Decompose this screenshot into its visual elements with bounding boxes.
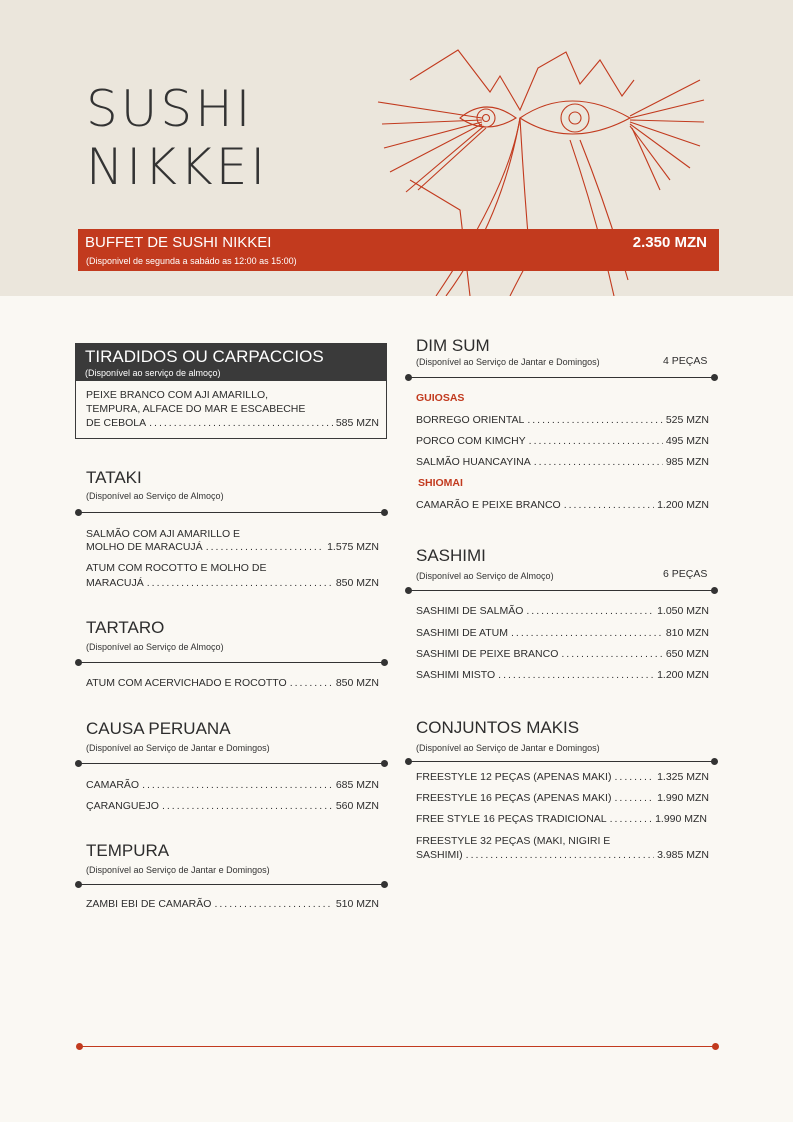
item-name: PORCO COM KIMCHY [416,435,526,447]
dot-leader [527,414,662,426]
section-note: (Disponível ao Serviço de Jantar e Domingos) [416,357,600,367]
item-description-line: TEMPURA, ALFACE DO MAR E ESCABECHE [86,403,306,415]
section-title-dim-sum: DIM SUM [416,336,490,355]
item-price: 1.990 MZN [657,792,709,804]
menu-item [416,627,709,639]
dot-leader [162,800,333,812]
section-title-tataki: TATAKI [86,468,142,487]
item-name: SASHIMI DE ATUM [416,627,508,639]
menu-item [86,541,379,553]
menu-item [86,677,379,689]
item-name: BORREGO ORIENTAL [416,414,525,426]
section-divider [405,587,718,595]
section-note: (Disponível ao Serviço de Jantar e Domingos) [86,865,270,875]
item-name: SASHIMI) [416,849,463,861]
footer-divider [76,1043,719,1051]
item-price: 685 MZN [335,779,379,791]
dot-leader [564,499,654,511]
section-divider [75,760,388,768]
pieces-count: 6 PEÇAS [663,568,708,580]
dot-leader [610,813,652,825]
section-divider [405,374,718,382]
item-price: 850 MZN [335,677,379,689]
subgroup-label-shiomai: SHIOMAI [418,477,463,489]
section-divider [75,509,388,517]
menu-item [416,414,709,426]
menu-item [416,792,709,804]
menu-item [416,813,707,825]
section-divider [75,881,388,889]
buffet-title: BUFFET DE SUSHI NIKKEI [85,234,272,251]
dot-leader [526,605,654,617]
section-title-causa-peruana: CAUSA PERUANA [86,719,231,738]
dot-leader [142,779,333,791]
menu-item [416,605,709,617]
item-description-line: SALMÃO COM AJI AMARILLO E [86,528,241,540]
item-price: 810 MZN [665,627,709,639]
menu-item [86,898,379,910]
item-description-line: FREESTYLE 32 PEÇAS (MAKI, NIGIRI E [416,835,611,847]
dot-leader [614,771,654,783]
section-title-tartaro: TARTARO [86,618,165,637]
item-price: 3.985 MZN [657,849,709,861]
item-name: CAMARÃO [86,779,140,791]
item-price: 1.200 MZN [657,499,709,511]
tiradidos-header [76,344,386,381]
item-name: SASHIMI MISTO [416,669,496,681]
dot-leader [149,417,333,429]
item-price: 495 MZN [665,435,709,447]
item-description-line: ATUM COM ROCOTTO E MOLHO DE [86,562,267,574]
item-price: 1.200 MZN [657,669,709,681]
section-note: (Disponível ao Serviço de Jantar e Domingos) [86,743,270,753]
menu-item [86,800,379,812]
section-title-conjuntos-makis: CONJUNTOS MAKIS [416,718,580,737]
dot-leader [529,435,663,447]
item-price: 985 MZN [665,456,709,468]
section-divider [75,659,388,667]
section-note: (Disponível ao serviço de almoço) [85,368,221,378]
section-note: (Disponível ao Serviço de Jantar e Domingos) [416,743,600,753]
restaurant-title-line1: SUSHI [86,80,254,138]
item-price: 1.050 MZN [657,605,709,617]
item-name: FREE STYLE 16 PEÇAS TRADICIONAL [416,813,607,825]
pieces-count: 4 PEÇAS [663,355,708,367]
section-note: (Disponível ao Serviço de Almoço) [416,571,554,581]
menu-item [416,499,709,511]
dot-leader [290,677,333,689]
dot-leader [147,577,333,589]
buffet-banner [78,229,719,271]
section-title-sashimi: SASHIMI [416,546,486,565]
item-name: CAMARÃO E PEIXE BRANCO [416,499,561,511]
menu-item [86,779,379,791]
menu-item [86,417,379,429]
menu-item [416,771,709,783]
item-name: MOLHO DE MARACUJÁ [86,541,203,553]
dot-leader [466,849,654,861]
dot-leader [214,898,332,910]
item-name: FREESTYLE 16 PEÇAS (APENAS MAKI) [416,792,612,804]
dot-leader [206,541,324,553]
item-price: 1.325 MZN [657,771,709,783]
dot-leader [534,456,663,468]
menu-item [416,435,709,447]
menu-item [416,648,709,660]
item-price: 650 MZN [665,648,709,660]
item-name: MARACUJÁ [86,577,144,589]
dot-leader [561,648,662,660]
dot-leader [511,627,663,639]
section-note: (Disponível ao Serviço de Almoço) [86,642,224,652]
item-price: 1.990 MZN [655,813,707,825]
item-price: 850 MZN [335,577,379,589]
item-price: 560 MZN [335,800,379,812]
item-name: SASHIMI DE PEIXE BRANCO [416,648,559,660]
item-price: 1.575 MZN [327,541,379,553]
menu-item [416,456,709,468]
menu-item [416,849,709,861]
restaurant-title-line2: NIKKEI [86,138,269,196]
section-title-tempura: TEMPURA [86,841,170,860]
item-name: FREESTYLE 12 PEÇAS (APENAS MAKI) [416,771,612,783]
section-note: (Disponível ao Serviço de Almoço) [86,491,224,501]
section-divider [405,758,718,766]
item-name: SALMÃO HUANCAYINA [416,456,531,468]
item-name: ÇARANGUEJO [86,800,159,812]
item-name: ZAMBI EBI DE CAMARÃO [86,898,212,910]
dot-leader [498,669,654,681]
subgroup-label-guiosas: GUIOSAS [416,392,465,404]
item-price: 585 MZN [335,417,379,429]
item-name: DE CEBOLA [86,417,147,429]
item-name: ATUM COM ACERVICHADO E ROCOTTO [86,677,287,689]
item-name: SASHIMI DE SALMÃO [416,605,524,617]
buffet-price: 2.350 MZN [632,234,707,251]
item-description-line: PEIXE BRANCO COM AJI AMARILLO, [86,389,269,401]
section-title: TIRADIDOS OU CARPACCIOS [85,347,324,366]
menu-item [416,669,709,681]
buffet-availability-note: (Disponivel de segunda a sabádo as 12:00 as 15:00) [86,256,297,266]
item-price: 525 MZN [665,414,709,426]
item-price: 510 MZN [335,898,379,910]
dot-leader [614,792,654,804]
menu-item [86,577,379,589]
